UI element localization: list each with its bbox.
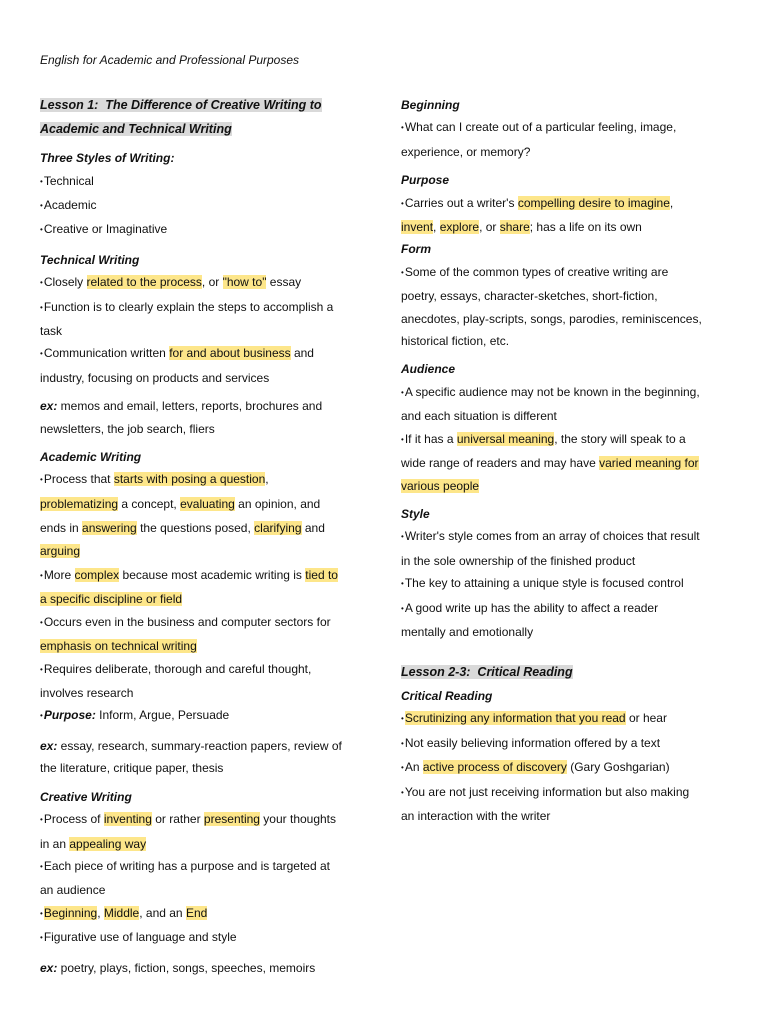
academic-item: • Process that starts with posing a question, <box>40 468 358 493</box>
document-title: English for Academic and Professional Purposes <box>40 53 300 67</box>
form-item-cont: poetry, essays, character-sketches, short-fiction, <box>401 289 658 304</box>
academic-item: • More complex because most academic writing is tied to <box>40 564 358 589</box>
critical-item: • Scrutinizing any information that you read or hear <box>401 707 723 731</box>
audience-item: • A specific audience may not be known in the beginning, <box>401 381 723 405</box>
style-item: • Creative or Imaginative <box>40 218 358 242</box>
critical-item: • You are not just receiving information but also making <box>401 781 723 805</box>
creative-item: • Figurative use of language and style <box>40 926 358 950</box>
critical-item-cont: an interaction with the writer <box>401 808 551 823</box>
academic-item-cont: problematizing a concept, evaluating an opinion, and <box>40 497 321 512</box>
creative-item: • Process of inventing or rather presenting your thoughts <box>40 808 358 832</box>
beginning-heading: Beginning <box>401 98 460 112</box>
academic-item: • Occurs even in the business and computer sectors for <box>40 611 358 635</box>
creative-item: • Each piece of writing has a purpose and is targeted at <box>40 855 358 879</box>
academic-examples: ex: essay, research, summary-reaction papers, review of <box>40 738 342 753</box>
style-heading: Style <box>401 506 430 521</box>
style-point-cont: in the sole ownership of the finished product <box>401 553 636 568</box>
academic-examples-cont: the literature, critique paper, thesis <box>40 761 224 776</box>
academic-writing-heading: Academic Writing <box>40 450 142 465</box>
technical-item: • Closely related to the process, or "how to" essay <box>40 271 358 295</box>
lesson-2-3-heading: Lesson 2-3: Critical Reading <box>401 665 573 680</box>
left-column <box>40 94 358 979</box>
style-item: • Technical <box>40 170 358 194</box>
purpose-item-cont: invent, explore, or share; has a life on its own <box>401 220 642 235</box>
form-heading: Form <box>401 242 431 257</box>
critical-item: • An active process of discovery (Gary Goshgarian) <box>401 756 723 780</box>
creative-item-cont: an audience <box>40 883 106 898</box>
critical-item: • Not easily believing information offered by a text <box>401 732 723 756</box>
academic-item-cont: emphasis on technical writing <box>40 639 197 654</box>
beginning-item: • What can I create out of a particular feeling, image, <box>401 116 723 140</box>
purpose-heading: Purpose <box>401 173 450 188</box>
creative-examples: ex: poetry, plays, fiction, songs, speeches, memoirs <box>40 960 316 975</box>
audience-item-cont: and each situation is different <box>401 409 557 424</box>
audience-item-cont: various people <box>401 478 480 493</box>
academic-purpose: • Purpose: Inform, Argue, Persuade <box>40 704 358 728</box>
form-item-cont: historical fiction, etc. <box>401 334 510 349</box>
academic-item: • Requires deliberate, thorough and careful thought, <box>40 658 358 682</box>
style-point-cont: mentally and emotionally <box>401 624 534 639</box>
academic-item-cont: involves research <box>40 686 134 701</box>
audience-heading: Audience <box>401 362 456 377</box>
styles-heading: Three Styles of Writing: <box>40 151 175 166</box>
audience-item: • If it has a universal meaning, the story will speak to a <box>401 428 723 452</box>
technical-examples-cont: newsletters, the job search, fliers <box>40 421 215 436</box>
form-item: • Some of the common types of creative writing are <box>401 261 723 285</box>
technical-item: • Function is to clearly explain the steps to accomplish a <box>40 296 358 320</box>
academic-item-cont: arguing <box>40 544 81 559</box>
style-point: • Writer's style comes from an array of choices that result <box>401 525 723 549</box>
technical-item-cont: industry, focusing on products and services <box>40 370 270 385</box>
right-column <box>401 94 723 827</box>
purpose-item: • Carries out a writer's compelling desire to imagine, <box>401 192 723 216</box>
lesson-1-heading-cont: Academic and Technical Writing <box>40 121 232 136</box>
creative-item-cont: in an appealing way <box>40 836 147 851</box>
style-point: • The key to attaining a unique style is focused control <box>401 572 723 596</box>
technical-writing-heading: Technical Writing <box>40 252 140 267</box>
creative-writing-heading: Creative Writing <box>40 789 132 804</box>
technical-item: • Communication written for and about business and <box>40 342 358 366</box>
beginning-item-cont: experience, or memory? <box>401 144 531 159</box>
creative-item: • Beginning, Middle, and an End <box>40 902 358 926</box>
technical-item-cont: task <box>40 324 63 339</box>
style-item: • Academic <box>40 194 358 218</box>
critical-reading-heading: Critical Reading <box>401 688 493 703</box>
academic-item-cont: ends in answering the questions posed, clarifying and <box>40 520 325 535</box>
style-point: • A good write up has the ability to affect a reader <box>401 597 723 621</box>
audience-item-cont: wide range of readers and may have varied meaning for <box>401 456 699 471</box>
technical-examples: ex: memos and email, letters, reports, brochures and <box>40 399 323 414</box>
lesson-1-heading: Lesson 1: The Difference of Creative Writing to <box>40 98 322 112</box>
academic-item-cont: a specific discipline or field <box>40 592 183 607</box>
form-item-cont: anecdotes, play-scripts, songs, parodies, reminiscences, <box>401 311 702 326</box>
